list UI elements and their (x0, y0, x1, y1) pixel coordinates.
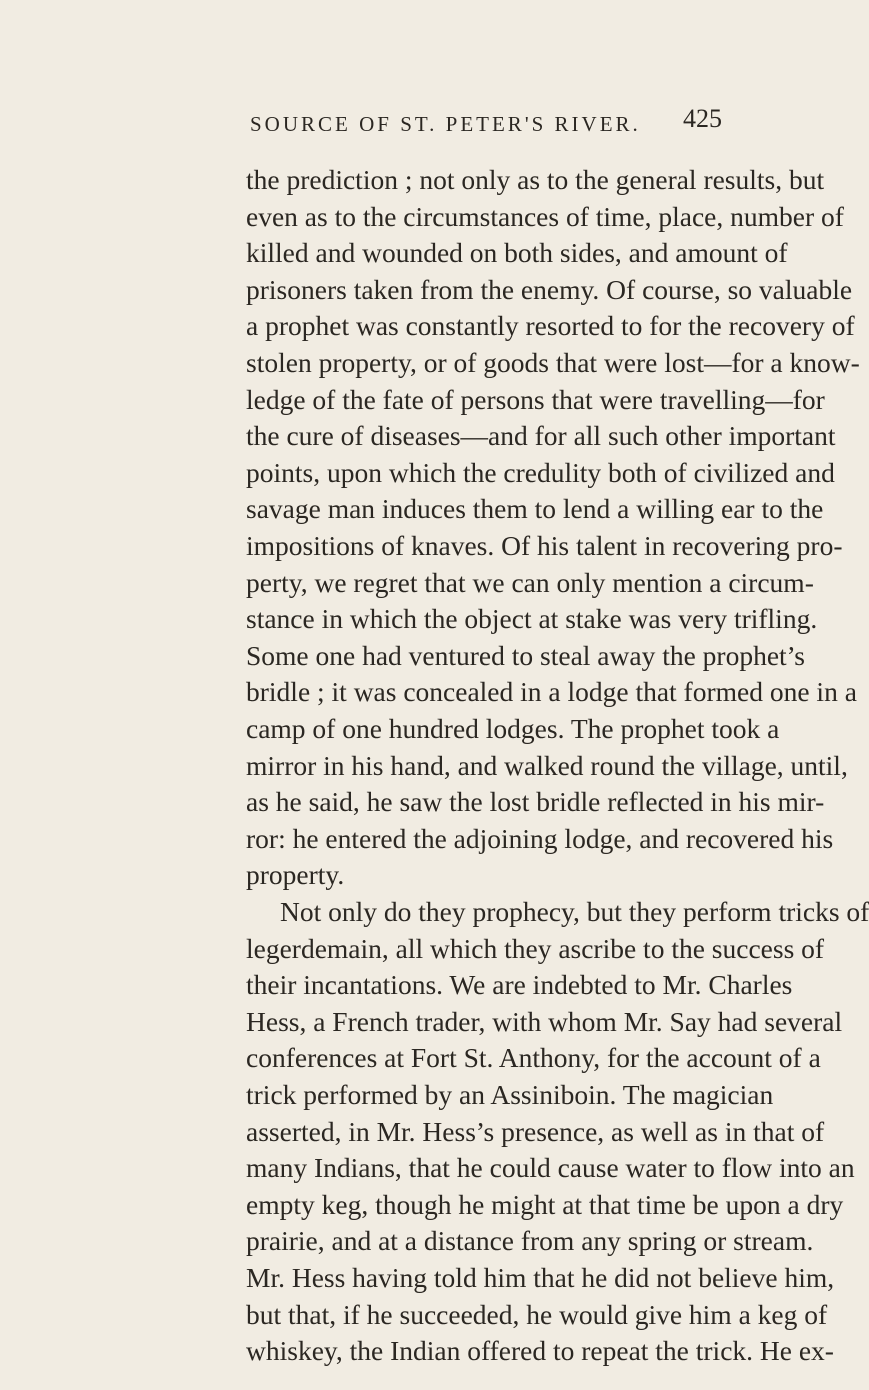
text-line: their incantations. We are indebted to Mr. Charles (246, 969, 793, 1001)
text-line: but that, if he succeeded, he would give him a keg of (246, 1298, 828, 1330)
text-line: Not only do they prophecy, but they perform tricks of (280, 896, 869, 927)
text-line: Some one had ventured to steal away the prophet’s (246, 639, 806, 671)
text-line: Mr. Hess having told him that he did not believe him, (246, 1262, 835, 1293)
text-line: camp of one hundred lodges. The prophet took a (246, 713, 780, 744)
page-header (250, 104, 722, 144)
running-head: SOURCE OF ST. PETER'S RIVER. (250, 112, 641, 136)
text-line: conferences at Fort St. Anthony, for the account of a (246, 1042, 821, 1074)
text-line: Hess, a French trader, with whom Mr. Say had several (246, 1005, 843, 1037)
text-line: whiskey, the Indian offered to repeat the trick. He ex- (246, 1335, 834, 1367)
text-line: mirror in his hand, and walked round the village, until, (246, 749, 848, 781)
text-line: perty, we regret that we can only mention a circum- (246, 566, 814, 598)
text-line: even as to the circumstances of time, place, number of (246, 200, 844, 232)
text-line: impositions of knaves. Of his talent in recovering pro- (246, 530, 843, 561)
text-line: trick performed by an Assiniboin. The magician (246, 1079, 774, 1110)
text-line: the cure of diseases—and for all such other important (246, 420, 836, 452)
text-line: prairie, and at a distance from any spring or stream. (246, 1225, 814, 1257)
text-line: as he said, he saw the lost bridle reflected in his mir- (246, 786, 825, 818)
text-line: bridle ; it was concealed in a lodge that formed one in a (246, 676, 857, 708)
text-line: asserted, in Mr. Hess’s presence, as well as in that of (246, 1115, 825, 1147)
text-line: killed and wounded on both sides, and amount of (246, 237, 788, 269)
text-line: prisoners taken from the enemy. Of course, so valuable (246, 273, 853, 305)
text-line: the prediction ; not only as to the general results, but (246, 164, 825, 195)
text-line: points, upon which the credulity both of civilized and (246, 456, 835, 488)
text-line: legerdemain, all which they ascribe to the success of (246, 932, 825, 964)
text-line: a prophet was constantly resorted to for the recovery of (246, 310, 855, 342)
text-line: many Indians, that he could cause water to flow into an (246, 1152, 855, 1184)
text-line: ror: he entered the adjoining lodge, and recovered his (246, 822, 834, 854)
page-number: 425 (683, 104, 722, 133)
text-line: empty keg, though he might at that time be upon a dry (246, 1188, 844, 1220)
text-line: savage man induces them to lend a willing ear to the (246, 493, 824, 525)
text-line: stance in which the object at stake was very trifling. (246, 603, 818, 635)
text-line: ledge of the fate of persons that were travelling—for (246, 383, 825, 415)
text-line: stolen property, or of goods that were lost—for a know- (246, 347, 860, 378)
text-line: property. (246, 859, 345, 891)
